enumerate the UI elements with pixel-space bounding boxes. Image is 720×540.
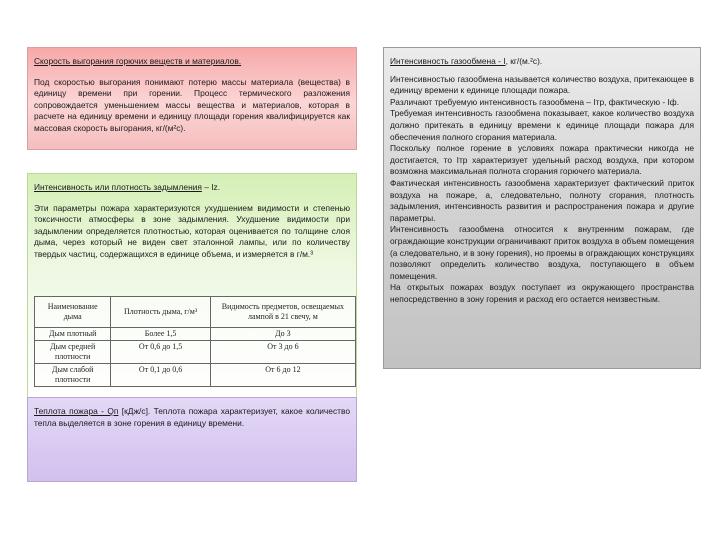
- table-cell: Дым плотный: [35, 328, 111, 341]
- table-cell: От 0,6 до 1,5: [111, 341, 210, 364]
- gas-paragraph: Интенсивностью газообмена называется количество воздуха, притекающее в единицу времени к единице площади пожара.: [390, 73, 694, 96]
- fire-heat-block: [27, 397, 357, 482]
- smoke-density-table: [34, 296, 356, 387]
- smoke-heading-line: [34, 182, 350, 194]
- heat-heading: Теплота пожара - Qп: [34, 406, 119, 416]
- table-cell: От 6 до 12: [210, 364, 355, 387]
- table-cell: До 3: [210, 328, 355, 341]
- gas-heading: Интенсивность газообмена - I: [390, 56, 506, 66]
- gas-exchange-block: [383, 47, 701, 369]
- table-header-row: [35, 297, 356, 328]
- table-row: [35, 328, 356, 341]
- gas-paragraph: Поскольку полное горение в условиях пожара практически никогда не достигается, то Iтр характеризует удельный расход воздуха, при котором возможна максимальная полнота сгорания горючего материала.: [390, 143, 694, 177]
- table-cell: От 0,1 до 0,6: [111, 364, 210, 387]
- table-row: [35, 364, 356, 387]
- heat-body: [кДж/с]. Теплота пожара характеризует, какое количество тепла выделяется в зоне горения в единицу времени.: [34, 406, 350, 428]
- smoke-heading-suffix: – Iz.: [201, 182, 221, 192]
- table-cell: От 3 до 6: [210, 341, 355, 364]
- gas-heading-line: [390, 56, 694, 68]
- gas-paragraph: Требуемая интенсивность газообмена показывает, какое количество воздуха должно притекать в единицу времени к единице площади пожара для обеспечения полного сгорания материала.: [390, 108, 694, 142]
- burn-rate-block: [27, 47, 357, 150]
- table-header-cell: Видимость предметов, освещаемых лампой в 21 свечу, м: [210, 297, 355, 328]
- gas-paragraph: На открытых пожарах воздух поступает из окружающего пространства непосредственно в зону горения и расход его остается неизвестным.: [390, 282, 694, 304]
- table-cell: Дым слабой плотности: [35, 364, 111, 387]
- table-header-cell: Плотность дыма, г/м³: [111, 297, 210, 328]
- table-row: [35, 341, 356, 364]
- table-cell: Более 1,5: [111, 328, 210, 341]
- gas-paragraph: Фактическая интенсивность газообмена характеризует фактический приток воздуха на пожаре, а, следовательно, полноту сгорания, плотность задымления, интенсивность развития и распространения пожара и другие параметры.: [390, 177, 694, 223]
- smoke-heading: Интенсивность или плотность задымления: [34, 182, 202, 192]
- gas-heading-suffix: , кг/(м.²с).: [505, 56, 543, 66]
- heat-text: [34, 406, 350, 429]
- table-header-cell: Наименование дыма: [35, 297, 111, 328]
- gas-paragraph: Различают требуемую интенсивность газообмена – Iтр, фактическую - Iф.: [390, 96, 680, 107]
- gas-paragraph: Интенсивность газообмена относится к внутренним пожарам, где ограждающие конструкции ограничивают приток воздуха в объем помещения (а следовательно, и в зону горения), но проемы в ограждающих конструкциях позволяют определить количество воздуха, поступающего в объем помещения.: [390, 224, 694, 281]
- burn-rate-body: Под скоростью выгорания понимают потерю массы материала (вещества) в единицу времени при горении. Процесс термического разложения сопровождается уменьшением массы вещества и материалов, которая в расчете на единицу времени и единицу площади горения квалифицируется как массовая скорость выгорания, кг/(м²с).: [34, 76, 350, 133]
- smoke-density-block: [27, 173, 357, 405]
- burn-rate-heading: Скорость выгорания горючих веществ и материалов.: [34, 56, 242, 66]
- smoke-body: Эти параметры пожара характеризуются ухудшением видимости и степенью токсичности атмосферы в зоне задымления. Ухудшение видимости при задымлении определяется плотностью, которая оценивается по толщине слоя дыма, через который не виден свет эталонной лампы, или по количеству твердых частиц, содержащихся в единице объема, и измеряется в г/м.³: [34, 202, 350, 259]
- table-cell: Дым средней плотности: [35, 341, 111, 364]
